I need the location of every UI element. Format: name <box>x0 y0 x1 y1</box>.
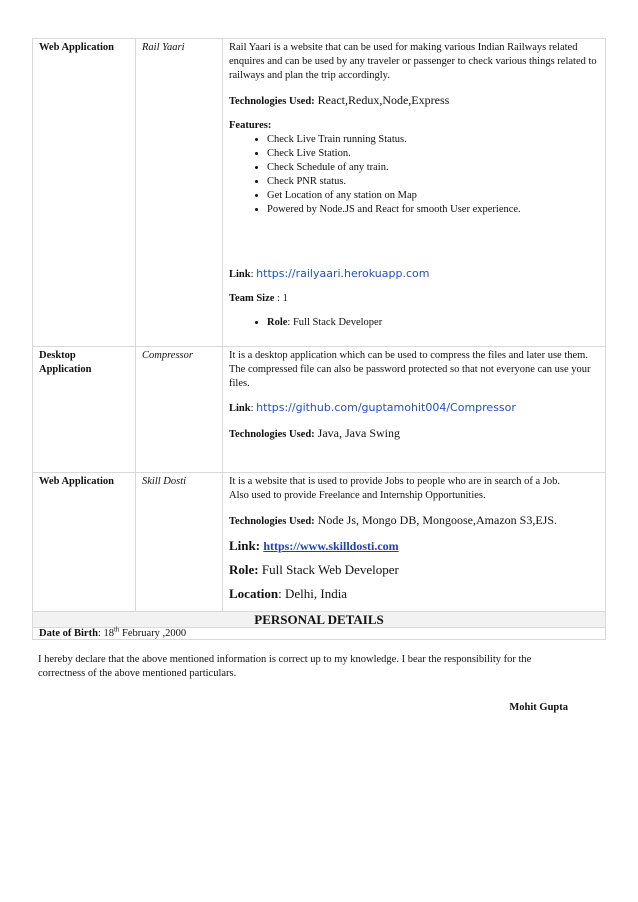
project-row-compressor <box>33 347 606 473</box>
project-row-skill-dosti <box>33 473 606 618</box>
dob-label: Date of Birth <box>39 628 98 639</box>
role-item <box>267 316 599 330</box>
location-label: Location <box>229 586 279 601</box>
team-size <box>229 292 599 306</box>
tech-used <box>229 426 599 442</box>
link-label: Link: <box>229 538 261 553</box>
feature-item: • Check Live Train running Status. <box>267 133 599 147</box>
project-name: Rail Yaari <box>136 39 223 347</box>
tech-used <box>229 93 599 109</box>
role <box>229 563 599 577</box>
project-type: Web Application <box>33 39 136 347</box>
spacer <box>229 452 599 466</box>
role-label: Role <box>267 317 288 328</box>
project-name: Skill Dosti <box>136 473 223 618</box>
personal-details-heading: PERSONAL DETAILS <box>32 611 606 628</box>
project-name: Compressor <box>136 347 223 473</box>
project-details <box>223 347 606 473</box>
feature-item: • Check PNR status. <box>267 175 599 189</box>
project-link-url[interactable]: https://www.skilldosti.com <box>263 539 399 553</box>
features-label: Features: <box>229 120 272 131</box>
tech-value: Node Js, Mongo DB, Mongoose,Amazon S3,EJS. <box>314 513 558 527</box>
tech-value: React,Redux,Node,Express <box>314 93 450 107</box>
project-type: Web Application <box>33 473 136 618</box>
tech-label: Technologies Used: <box>229 516 315 527</box>
tech-value: Java, Java Swing <box>314 426 400 440</box>
tech-label: Technologies Used: <box>229 96 315 107</box>
role-value: : Full Stack Developer <box>287 317 383 328</box>
team-value: : 1 <box>274 293 288 304</box>
project-details <box>223 39 606 347</box>
project-link-url[interactable]: https://github.com/guptamohit004/Compressor <box>256 401 516 414</box>
location-value: : Delhi, India <box>278 586 348 601</box>
tech-label: Technologies Used: <box>229 429 315 440</box>
feature-item: • Check Schedule of any train. <box>267 161 599 175</box>
location <box>229 587 599 601</box>
signature-name: Mohit Gupta <box>509 702 568 713</box>
features-list <box>229 133 599 217</box>
role-value: Full Stack Web Developer <box>258 562 399 577</box>
feature-item: • Check Live Station. <box>267 147 599 161</box>
project-link: Link: https://github.com/guptamohit004/Compressor <box>229 401 516 414</box>
projects-table <box>32 38 606 618</box>
tech-used <box>229 513 599 529</box>
link-label: Link <box>229 403 251 414</box>
project-link: Link: https://railyaari.herokuapp.com <box>229 267 430 280</box>
team-label: Team Size <box>229 293 275 304</box>
feature-item: • Powered by Node.JS and React for smooth User experience. <box>267 203 599 217</box>
role-label: Role: <box>229 562 259 577</box>
project-type: Desktop Application <box>33 347 136 473</box>
feature-item: • Get Location of any station on Map <box>267 189 599 203</box>
declaration-text: I hereby declare that the above mentioned information is correct up to my knowledge. I bear the responsibility for the correctness of the above mentioned particulars. <box>38 654 532 679</box>
spacer <box>229 227 599 267</box>
link-label: Link <box>229 269 251 280</box>
date-of-birth: Date of Birth: 18th February ,2000 <box>32 627 606 640</box>
project-description: Rail Yaari is a website that can be used for making various Indian Railways related enquires and can be used by any traveler or passenger to check various things related to railways and plan the trip accordingly. <box>229 42 597 81</box>
project-link-url[interactable]: https://railyaari.herokuapp.com <box>256 267 430 280</box>
project-row-rail-yaari <box>33 39 606 347</box>
project-description: It is a website that is used to provide Jobs to people who are in search of a Job. Also used to provide Freelance and Internship Opportunities. <box>229 476 560 501</box>
project-details <box>223 473 606 618</box>
project-link <box>229 539 599 553</box>
role-list <box>229 316 599 330</box>
project-description: It is a desktop application which can be used to compress the files and later use them. The compressed file can also be password protected so that not everyone can use your files. <box>229 350 591 389</box>
